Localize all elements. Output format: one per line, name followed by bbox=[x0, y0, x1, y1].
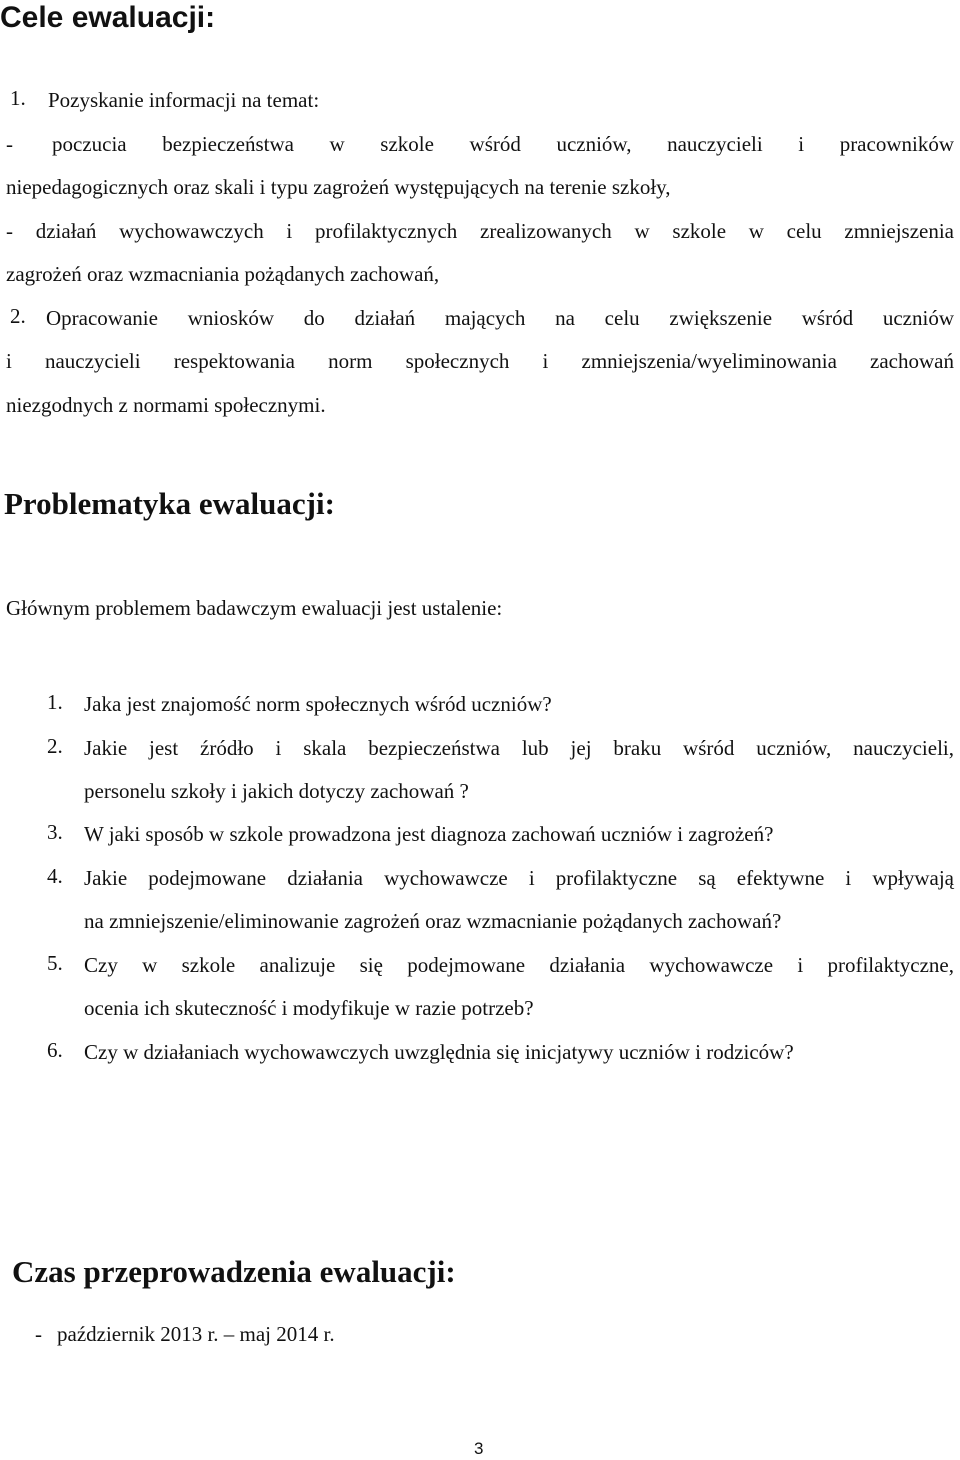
goals-item1-number: 1. bbox=[10, 86, 26, 110]
problem-4-line2: na zmniejszenie/eliminowanie zagrożeń oraz wzmacnianie pożądanych zachowań? bbox=[84, 909, 782, 933]
problems-heading: Problematyka ewaluacji: bbox=[4, 486, 335, 521]
goals-dash1-marker: - bbox=[6, 132, 13, 156]
goals-dash2-line2: zagrożeń oraz wzmacniania pożądanych zachowań, bbox=[6, 262, 440, 286]
problem-3-number: 3. bbox=[47, 820, 63, 844]
problem-5-line2: ocenia ich skuteczność i modyfikuje w razie potrzeb? bbox=[84, 996, 534, 1020]
goals-dash1-line2: niepedagogicznych oraz skali i typu zagrożeń występujących na terenie szkoły, bbox=[6, 175, 671, 199]
page-number: 3 bbox=[474, 1439, 484, 1458]
goals-item2-line3: niezgodnych z normami społecznymi. bbox=[6, 393, 326, 417]
problem-4-line1: Jakie podejmowane działania wychowawcze i profilaktyczne są efektywne i wpływają bbox=[84, 866, 954, 890]
goals-item2-line1: Opracowanie wniosków do działań mających na celu zwiększenie wśród uczniów bbox=[46, 306, 954, 330]
goals-dash1-line1: poczucia bezpieczeństwa w szkole wśród uczniów, nauczycieli i pracowników bbox=[52, 132, 954, 156]
timing-marker: - bbox=[35, 1322, 42, 1346]
problem-6-text: Czy w działaniach wychowawczych uwzględnia się inicjatywy uczniów i rodziców? bbox=[84, 1040, 794, 1064]
goals-item1-text: Pozyskanie informacji na temat: bbox=[48, 88, 320, 112]
problem-1-number: 1. bbox=[47, 690, 63, 714]
problem-1-text: Jaka jest znajomość norm społecznych wśród uczniów? bbox=[84, 692, 552, 716]
goals-item2-number: 2. bbox=[10, 304, 26, 328]
problem-2-line2: personelu szkoły i jakich dotyczy zachowań ? bbox=[84, 779, 469, 803]
problem-2-number: 2. bbox=[47, 734, 63, 758]
problem-5-number: 5. bbox=[47, 951, 63, 975]
goals-item2-line2: i nauczycieli respektowania norm społecznych i zmniejszenia/wyeliminowania zachowań bbox=[6, 349, 954, 373]
goals-dash2-line1: - działań wychowawczych i profilaktycznych zrealizowanych w szkole w celu zmniejszenia bbox=[6, 219, 954, 243]
timing-text: październik 2013 r. – maj 2014 r. bbox=[57, 1322, 335, 1346]
goals-heading: Cele ewaluacji: bbox=[0, 1, 216, 34]
timing-heading: Czas przeprowadzenia ewaluacji: bbox=[12, 1254, 456, 1289]
problem-4-number: 4. bbox=[47, 864, 63, 888]
problem-3-text: W jaki sposób w szkole prowadzona jest diagnoza zachowań uczniów i zagrożeń? bbox=[84, 822, 774, 846]
problems-intro: Głównym problemem badawczym ewaluacji jest ustalenie: bbox=[6, 596, 503, 620]
problem-6-number: 6. bbox=[47, 1038, 63, 1062]
problem-5-line1: Czy w szkole analizuje się podejmowane działania wychowawcze i profilaktyczne, bbox=[84, 953, 954, 977]
problem-2-line1: Jakie jest źródło i skala bezpieczeństwa lub jej braku wśród uczniów, nauczycieli, bbox=[84, 736, 954, 760]
